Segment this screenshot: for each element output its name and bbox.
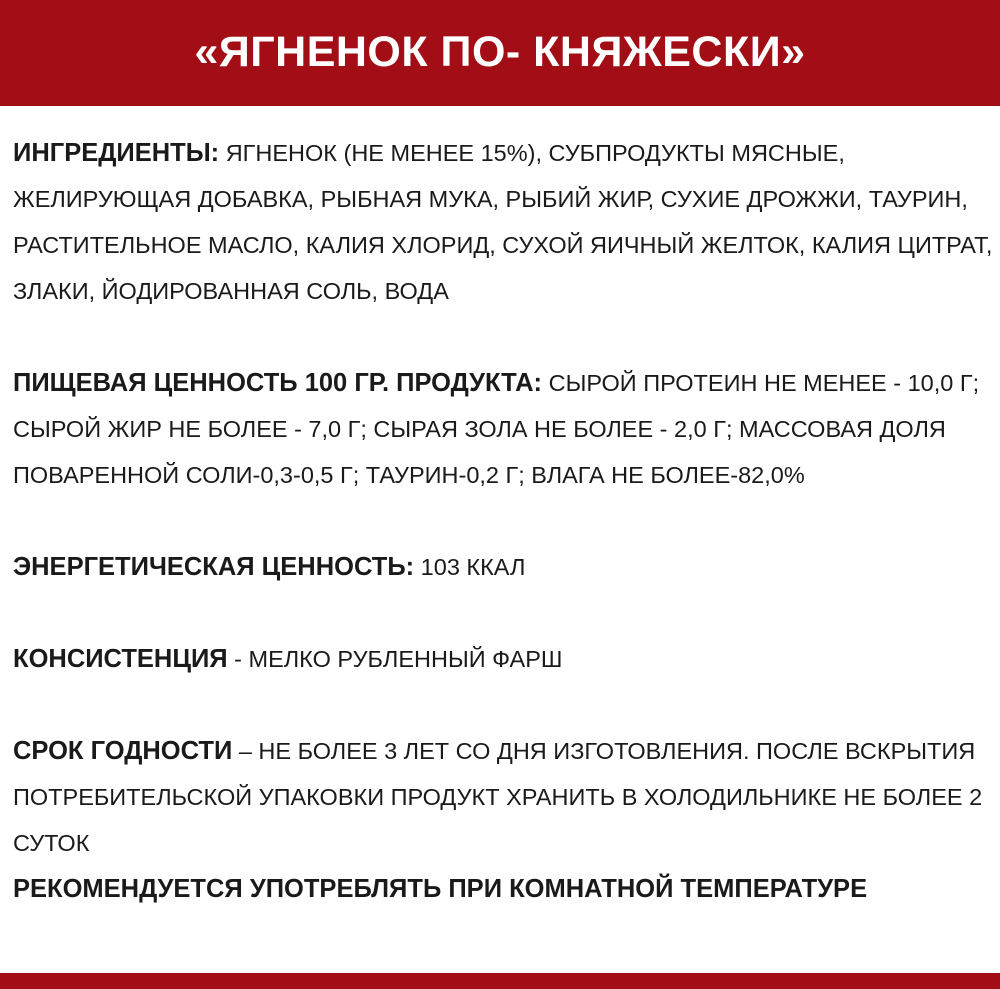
shelf-life-text: – НЕ БОЛЕЕ 3 ЛЕТ СО ДНЯ ИЗГОТОВЛЕНИЯ. ПОСЛЕ ВСКРЫТИЯ ПОТРЕБИТЕЛЬСКОЙ УПАКОВКИ ПРОДУКТ ХРАНИТЬ В ХОЛОДИЛЬНИКЕ НЕ БОЛЕЕ 2 СУТОК — [13, 738, 983, 856]
shelf-life-section — [13, 728, 998, 866]
spacer — [13, 498, 998, 544]
spacer — [13, 314, 998, 360]
energy-text: 103 ККАЛ — [414, 554, 526, 580]
ingredients-label: ИНГРЕДИЕНТЫ: — [13, 139, 220, 167]
footer-bar — [0, 973, 1000, 989]
energy-section — [13, 544, 998, 590]
title-banner — [0, 0, 1000, 106]
nutrition-section — [13, 360, 998, 498]
consistency-text: - МЕЛКО РУБЛЕННЫЙ ФАРШ — [227, 646, 563, 672]
nutrition-label: ПИЩЕВАЯ ЦЕННОСТЬ 100 ГР. ПРОДУКТА: — [13, 369, 543, 397]
ingredients-text: ЯГНЕНОК (НЕ МЕНЕЕ 15%), СУБПРОДУКТЫ МЯСНЫЕ, ЖЕЛИРУЮЩАЯ ДОБАВКА, РЫБНАЯ МУКА, РЫБИЙ ЖИР, СУХИЕ ДРОЖЖИ, ТАУРИН, РАСТИТЕЛЬНОЕ МАСЛО, КАЛИЯ ХЛОРИД, СУХОЙ ЯИЧНЫЙ ЖЕЛТОК, КАЛИЯ ЦИТРАТ, ЗЛАКИ, ЙОДИРОВАННАЯ СОЛЬ, ВОДА — [13, 140, 993, 304]
ingredients-section — [13, 130, 998, 314]
shelf-life-label: СРОК ГОДНОСТИ — [13, 737, 233, 765]
product-info — [13, 130, 998, 912]
recommendation-note: РЕКОМЕНДУЕТСЯ УПОТРЕБЛЯТЬ ПРИ КОМНАТНОЙ ТЕМПЕРАТУРЕ — [13, 875, 868, 903]
spacer — [13, 682, 998, 728]
consistency-label: КОНСИСТЕНЦИЯ — [13, 645, 228, 673]
nutrition-text: СЫРОЙ ПРОТЕИН НЕ МЕНЕЕ - 10,0 Г; СЫРОЙ ЖИР НЕ БОЛЕЕ - 7,0 Г; СЫРАЯ ЗОЛА НЕ БОЛЕЕ - 2,0 Г; МАССОВАЯ ДОЛЯ ПОВАРЕННОЙ СОЛИ-0,3-0,5 Г; ТАУРИН-0,2 Г; ВЛАГА НЕ БОЛЕЕ-82,0% — [13, 370, 980, 488]
product-title: «ЯГНЕНОК ПО- КНЯЖЕСКИ» — [194, 27, 806, 76]
energy-label: ЭНЕРГЕТИЧЕСКАЯ ЦЕННОСТЬ: — [13, 553, 415, 581]
consistency-section — [13, 636, 998, 682]
spacer — [13, 590, 998, 636]
